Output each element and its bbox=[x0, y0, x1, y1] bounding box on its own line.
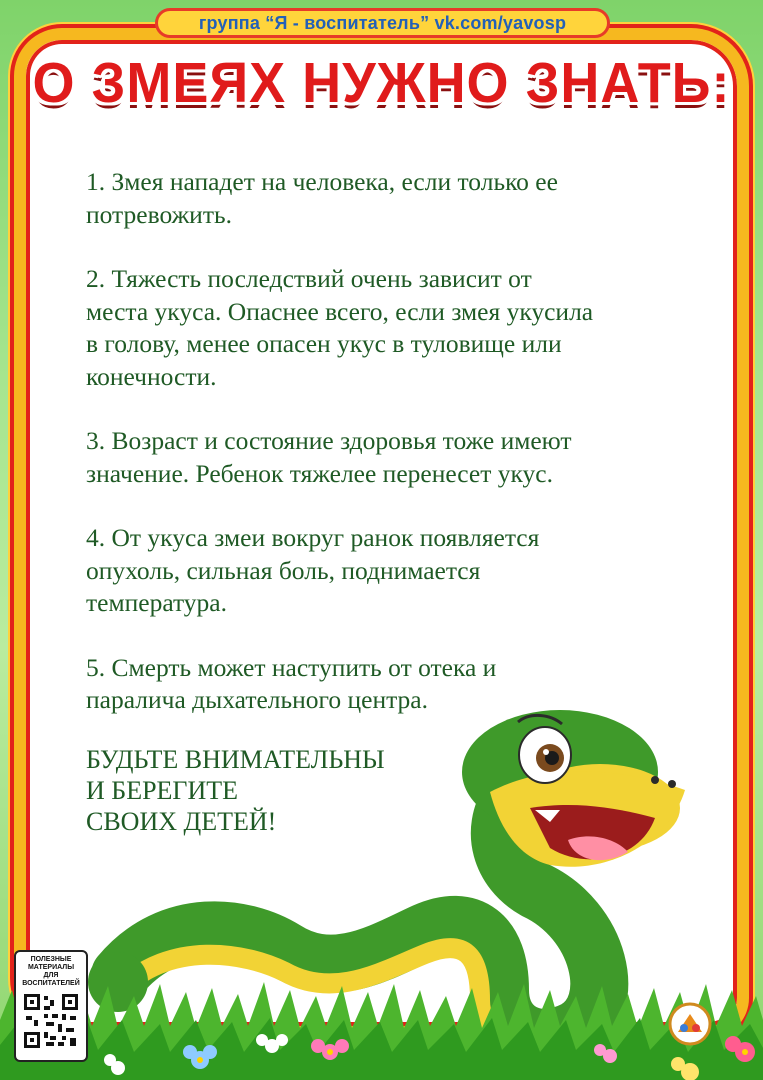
fact-line: значение. Ребенок тяжелее перенесет укус. bbox=[86, 458, 553, 488]
qr-caption-line: ВОСПИТАТЕЛЕЙ bbox=[22, 980, 80, 987]
warning-line: БУДЬТЕ ВНИМАТЕЛЬНЫ bbox=[86, 745, 385, 774]
grass-decoration bbox=[0, 960, 763, 1080]
fact-line: 2. Тяжесть последствий очень зависит от bbox=[86, 264, 532, 293]
page-title: О ЗМЕЯХ НУЖНО ЗНАТЬ: bbox=[32, 51, 731, 115]
qr-code-icon[interactable] bbox=[22, 992, 80, 1050]
fact-line: места укуса. Опаснее всего, если змея укусила bbox=[86, 296, 594, 326]
qr-caption bbox=[16, 952, 86, 990]
qr-caption-line: МАТЕРИАЛЫ bbox=[27, 964, 75, 971]
warning-line: СВОИХ ДЕТЕЙ! bbox=[86, 807, 277, 836]
facts-list bbox=[86, 166, 726, 749]
fact-line: температура. bbox=[86, 588, 227, 617]
qr-caption-line: ДЛЯ bbox=[43, 972, 59, 979]
warning-line: И БЕРЕГИТЕ bbox=[86, 776, 239, 805]
group-label: группа “Я - воспитатель” vk.com/yavosp bbox=[198, 13, 567, 33]
fact-line: потревожить. bbox=[86, 199, 232, 229]
fact-line: 1. Змея нападет на человека, если только ее bbox=[86, 167, 558, 196]
fact-item bbox=[86, 522, 726, 620]
fact-line: в голову, менее опасен укус в туловище или bbox=[86, 329, 562, 358]
fact-item bbox=[86, 166, 726, 231]
fact-line: конечности. bbox=[86, 361, 217, 391]
publisher-logo-icon bbox=[660, 1002, 720, 1046]
fact-line: 5. Смерть может наступить от отека и bbox=[86, 652, 497, 682]
group-banner bbox=[155, 8, 610, 38]
qr-card[interactable] bbox=[14, 950, 88, 1062]
fact-item bbox=[86, 425, 726, 490]
fact-line: опухоль, сильная боль, поднимается bbox=[86, 555, 481, 585]
fact-line: 4. От укуса змеи вокруг ранок появляется bbox=[86, 523, 540, 552]
fact-item bbox=[86, 263, 726, 393]
fact-line: паралича дыхательного центра. bbox=[86, 685, 428, 714]
fact-line: 3. Возраст и состояние здоровья тоже имеют bbox=[86, 426, 572, 455]
qr-caption-line: ПОЛЕЗНЫЕ bbox=[30, 956, 72, 963]
